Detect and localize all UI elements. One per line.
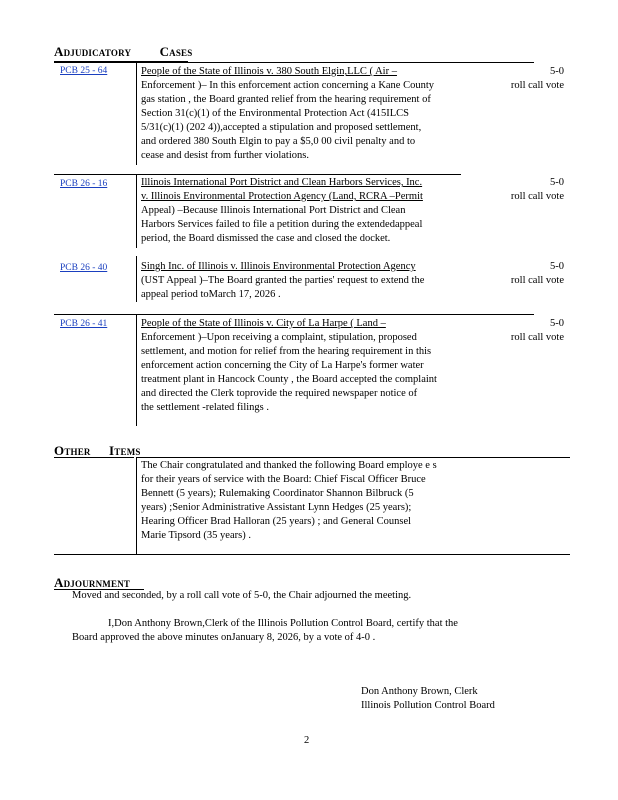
vote-label: roll call vote [510,191,564,202]
other-items-line: The Chair congratulated and thanked the following Board employe e s [141,460,437,471]
case-description [141,317,481,415]
certification-line: I,Don Anthony Brown,Clerk of the Illinois Pollution Control Board, certify that the [108,618,458,629]
case-title-line: People of the State of Illinois v. 380 South Elgin,LLC ( Air – [141,66,397,77]
heading-initial-2: I [109,443,115,458]
case-line: the settlement -related filings . [141,402,269,413]
heading-underline [54,457,134,458]
case-divider [54,314,534,315]
vote-count: 5-0 [550,66,564,77]
heading-initial-2: C [159,44,170,59]
certification-line: Board approved the above minutes onJanuary 8, 2026, by a vote of 4-0 . [72,632,376,643]
heading-rest: DJOURNMENT [63,579,131,589]
case-title-line: People of the State of Illinois v. City of La Harpe ( Land – [141,318,386,329]
heading-rest: THER [64,447,91,457]
case-line: gas station , the Board granted relief from the hearing requirement of [141,94,431,105]
heading-rest-2: TEMS [114,447,141,457]
vote-count: 5-0 [550,177,564,188]
case-line: cease and desist from further violations. [141,150,309,161]
case-line: enforcement action concerning the City of La Harpe's former water [141,360,424,371]
other-items-line: Marie Tipsord (35 years) . [141,530,251,541]
page-number: 2 [304,735,310,746]
case-line: (UST Appeal )–The Board granted the parties' request to extend the [141,275,425,286]
case-column-divider [136,314,137,426]
adjournment-text: Moved and seconded, by a roll call vote of 5-0, the Chair adjourned the meeting. [72,590,412,601]
case-description [141,260,481,302]
vote-label: roll call vote [510,332,564,343]
other-items-column-divider [136,457,137,554]
other-items-text [141,459,481,543]
case-line: Section 31(c)(1) of the Environmental Protection Act (415ILCS [141,108,409,119]
case-line: treatment plant in Hancock County , the Board accepted the complaint [141,374,437,385]
case-link[interactable]: PCB 26 - 41 [60,319,108,329]
case-column-divider [136,174,137,248]
other-items-line: years) ;Senior Administrative Assistant Lynn Hedges (25 years); [141,502,412,513]
case-column-divider [136,256,137,302]
vote-label: roll call vote [510,275,564,286]
heading-initial: O [54,443,65,458]
signature-name: Don Anthony Brown, Clerk [361,686,478,697]
case-title-line: v. Illinois Environmental Protection Agency (Land, RCRA –Permit [141,191,423,202]
other-items-top-rule [136,457,570,458]
case-column-divider [136,62,137,165]
other-items-line: Bennett (5 years); Rulemaking Coordinator Shannon Bilbruck (5 [141,488,414,499]
case-line: Enforcement )– In this enforcement action concerning a Kane County [141,80,435,91]
vote-count: 5-0 [550,318,564,329]
case-title-line: Illinois International Port District and Clean Harbors Services, Inc. [141,177,423,188]
case-divider [54,62,534,63]
case-line: Enforcement )–Upon receiving a complaint, stipulation, proposed [141,332,417,343]
case-line: 5/31(c)(1) (202 4)),accepted a stipulation and proposed settlement, [141,122,422,133]
case-line: Harbors Services failed to file a petition during the extendedappeal [141,219,423,230]
case-title-line: Singh Inc. of Illinois v. Illinois Environmental Protection Agency [141,261,416,272]
other-items-bottom-rule [54,554,570,555]
heading-initial: A [54,44,64,59]
case-description [141,65,481,163]
heading-rest: DJUDICATORY [63,48,132,58]
vote-label: roll call vote [510,80,564,91]
case-link[interactable]: PCB 25 - 64 [60,66,108,76]
case-line: period, the Board dismissed the case and closed the docket. [141,233,391,244]
case-link[interactable]: PCB 26 - 16 [60,179,108,189]
heading-rest-2: ASES [169,48,193,58]
other-items-line: for their years of service with the Board: Chief Fiscal Officer Bruce [141,474,426,485]
case-line: and ordered 380 South Elgin to pay a $5,0 00 civil penalty and to [141,136,416,147]
vote-count: 5-0 [550,261,564,272]
section-heading-adjudicatory-cases [54,44,192,60]
case-line: appeal period toMarch 17, 2026 . [141,289,281,300]
heading-initial: A [54,575,64,590]
case-link[interactable]: PCB 26 - 40 [60,263,108,273]
case-line: Appeal) –Because Illinois International Port District and Clean [141,205,406,216]
case-line: settlement, and motion for relief from the hearing requirement in this [141,346,432,357]
case-line: and directed the Clerk toprovide the required newspaper notice of [141,388,418,399]
signature-org: Illinois Pollution Control Board [361,700,495,711]
case-divider [54,174,461,175]
other-items-line: Hearing Officer Brad Halloran (25 years) ; and General Counsel [141,516,412,527]
case-description [141,176,481,246]
